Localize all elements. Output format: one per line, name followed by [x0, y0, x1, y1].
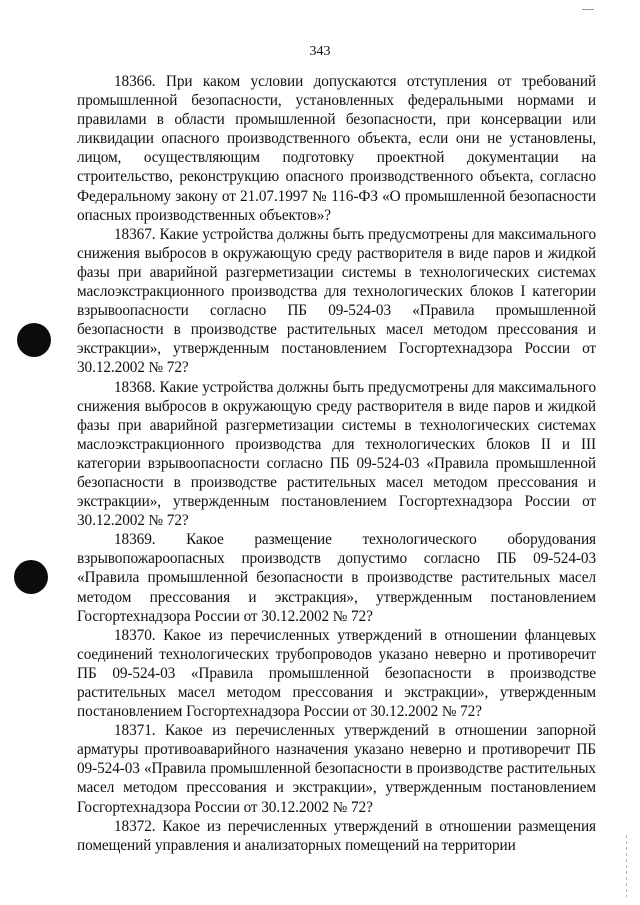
- question-18372: 18372. Какое из перечисленных утверждений в отношении размещения помещений управления и анализаторных помещений на территории: [77, 817, 596, 854]
- question-18369: 18369. Какое размещение технологического оборудования взрывопожароопасных производств допустимо согласно ПБ 09-524-03 «Правила промышленной безопасности в производстве растительных масел методом прессования и экстракция», утвержденным постановлением Госгортехнадзора России от 30.12.2002 № 72?: [77, 531, 596, 625]
- punch-hole-bottom: [14, 560, 48, 594]
- scan-edge-mark: [626, 835, 627, 897]
- question-18368: 18368. Какие устройства должны быть предусмотрены для максимального снижения выбросов в окружающую среду растворителя в виде паров и жидкой фазы при аварийной разгерметизации системы в технологических системах маслоэкстракционного производства для технологических блоков II и III категории взрывоопасности согласно ПБ 09-524-03 «Правила промышленной безопасности в производстве растительных масел методом прессования и экстракции», утвержденным постановлением Госгортехнадзора России от 30.12.2002 № 72?: [77, 378, 596, 530]
- question-18371: 18371. Какое из перечисленных утверждений в отношении запорной арматуры противоаварийного назначения указано неверно и противоречит ПБ 09-524-03 «Правила промышленной безопасности в производстве растительных масел методом прессования и экстракции», утвержденным постановлением Госгортехнадзора России от 30.12.2002 № 72?: [77, 722, 596, 816]
- page-number: 343: [309, 44, 331, 59]
- punch-hole-top: [17, 323, 51, 357]
- top-scan-mark: [582, 9, 594, 10]
- question-18366: 18366. При каком условии допускаются отступления от требований промышленной безопасности, установленных федеральными нормами и правилами в области промышленной безопасности, при консервации или ликвидации опасного производственного объекта, если они не установлены, лицом, осуществляющим подготовку проектной документации на строительство, реконструкцию опасного производственного объекта, согласно Федеральному закону от 21.07.1997 № 116-ФЗ «О промышленной безопасности опасных производственных объектов»?: [77, 73, 596, 224]
- document-body: [77, 72, 596, 855]
- question-18367: 18367. Какие устройства должны быть предусмотрены для максимального снижения выбросов в окружающую среду растворителя в виде паров и жидкой фазы при аварийной разгерметизации системы в технологических системах маслоэкстракционного производства для технологических блоков I категории взрывоопасности согласно ПБ 09-524-03 «Правила промышленной безопасности в производстве растительных масел методом прессования и экстракции», утвержденным постановлением Госгортехнадзора России от 30.12.2002 № 72?: [77, 225, 596, 377]
- question-18370: 18370. Какое из перечисленных утверждений в отношении фланцевых соединений технологических трубопроводов указано неверно и противоречит ПБ 09-524-03 «Правила промышленной безопасности в производстве растительных масел методом прессования и экстракции», утвержденным постановлением Госгортехнадзора России от 30.12.2002 № 72?: [77, 626, 596, 721]
